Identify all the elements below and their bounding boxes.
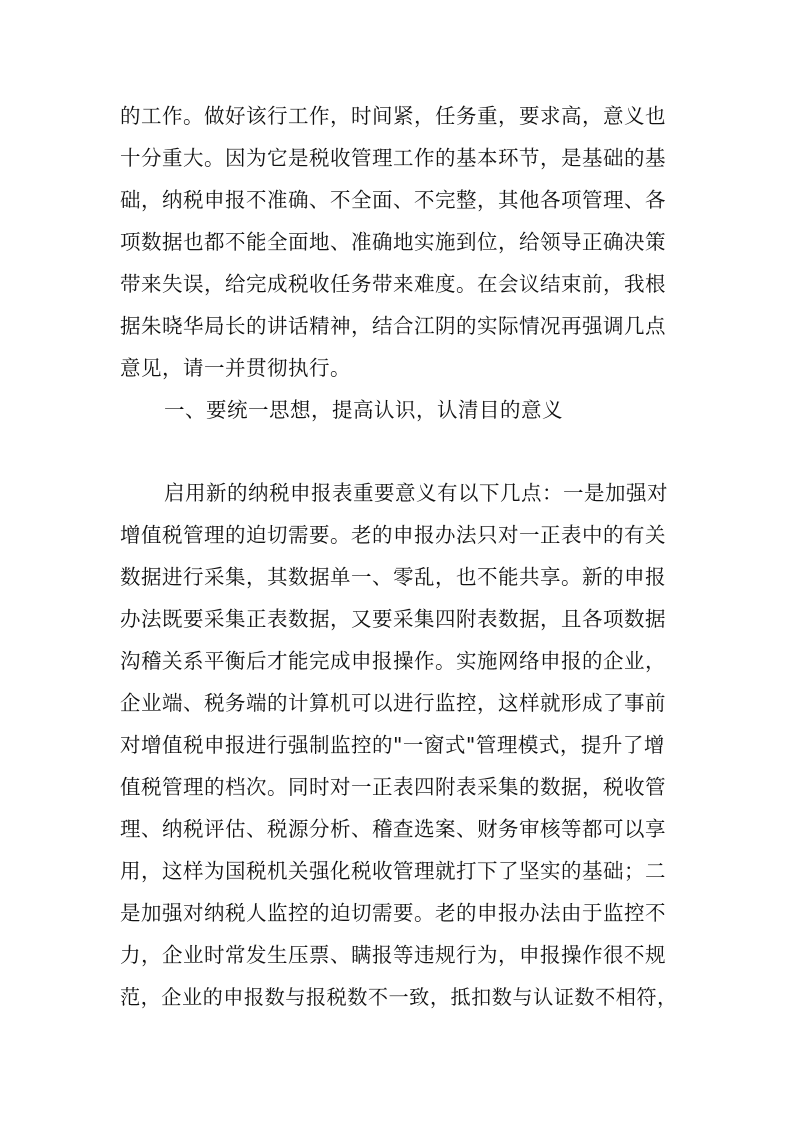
text-line: 用，这样为国税机关强化税收管理就打下了坚实的基础；二 (120, 859, 666, 883)
text-line: 理、纳税评估、税源分析、稽查选案、财务审核等都可以享 (120, 817, 666, 841)
text-line: 十分重大。因为它是税收管理工作的基本环节，是基础的基 (120, 146, 666, 170)
text-line: 意见，请一并贯彻执行。 (120, 356, 351, 380)
text-line: 是加强对纳税人监控的迫切需要。老的申报办法由于监控不 (120, 901, 666, 925)
text-line: 值税管理的档次。同时对一正表四附表采集的数据，税收管 (120, 775, 666, 799)
text-line: 据朱晓华局长的讲话精神，结合江阴的实际情况再强调几点 (120, 314, 666, 338)
text-line: 增值税管理的迫切需要。老的申报办法只对一正表中的有关 (120, 523, 666, 547)
text-line: 范，企业的申报数与报税数不一致，抵扣数与认证数不相符， (120, 985, 678, 1009)
text-line: 办法既要采集正表数据，又要采集四附表数据，且各项数据 (120, 607, 666, 631)
text-line: 力，企业时常发生压票、瞒报等违规行为，申报操作很不规 (120, 943, 666, 967)
text-line: 项数据也都不能全面地、准确地实施到位，给领导正确决策 (120, 230, 666, 254)
text-line: 础，纳税申报不准确、不全面、不完整，其他各项管理、各 (120, 188, 666, 212)
paragraph-first-line: 启用新的纳税申报表重要意义有以下几点：一是加强对 (164, 481, 668, 505)
text-line: 数据进行采集，其数据单一、零乱，也不能共享。新的申报 (120, 565, 666, 589)
text-line: 沟稽关系平衡后才能完成申报操作。实施网络申报的企业， (120, 649, 666, 673)
text-line: 的工作。做好该行工作，时间紧，任务重，要求高，意义也 (120, 104, 666, 128)
text-line: 企业端、税务端的计算机可以进行监控，这样就形成了事前 (120, 691, 666, 715)
text-line: 带来失误，给完成税收任务带来难度。在会议结束前，我根 (120, 272, 666, 296)
section-heading: 一、要统一思想，提高认识，认清目的意义 (164, 398, 563, 422)
text-line: 对增值税申报进行强制监控的"一窗式"管理模式，提升了增 (120, 733, 665, 757)
